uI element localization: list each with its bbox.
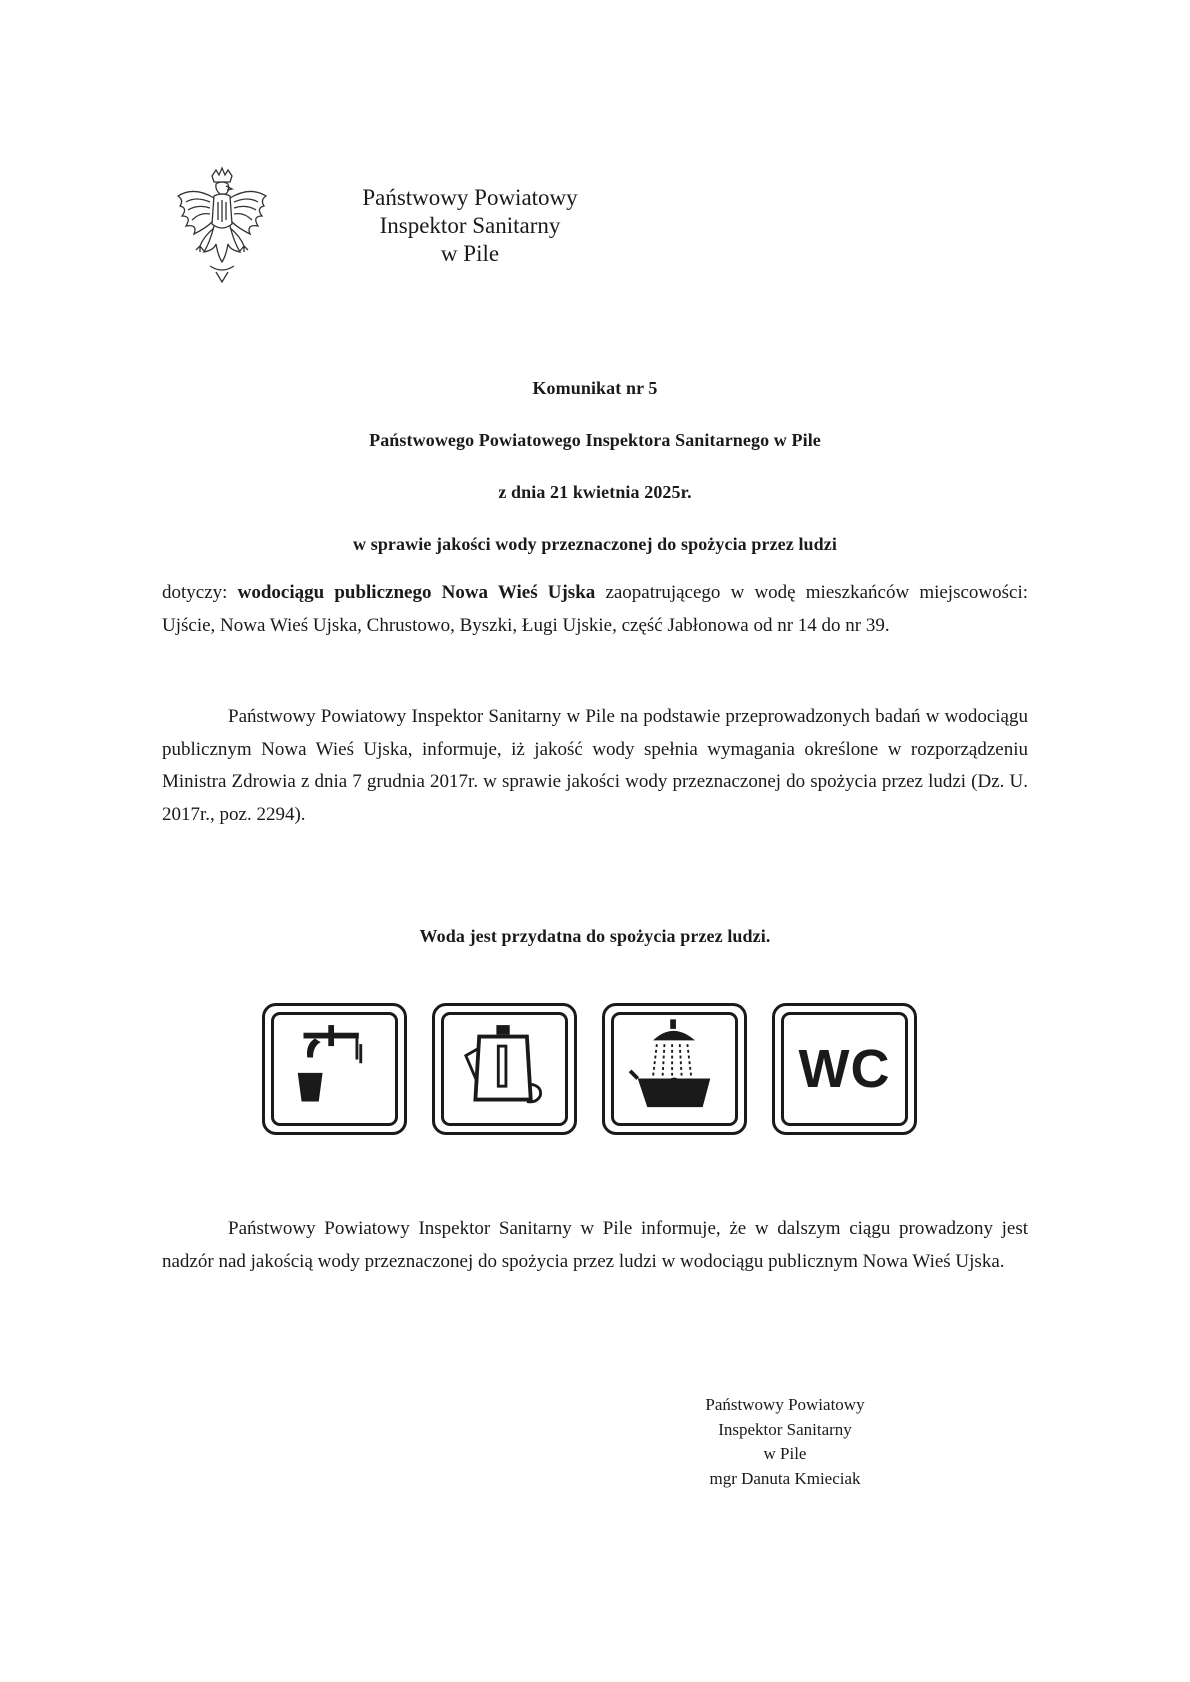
concerns-details: zaopatrującego w wodę mieszkańców miejscowości: Ujście, Nowa Wieś Ujska, Chrustowo, Byszki, Ługi Ujskie, część Jabłonowa od nr 14 do nr 39. — [162, 582, 1029, 636]
water-usage-icons — [262, 1003, 930, 1138]
signature-name: mgr Danuta Kmieciak — [709, 1468, 861, 1488]
findings-paragraph — [162, 701, 1028, 831]
findings-text: Państwowy Powiatowy Inspektor Sanitarny w Pile na podstawie przeprowadzonych badań w wodociągu publicznym Nowa Wieś Ujska, informuje, iż jakość wody spełnia wymagania określone w rozporządzeniu Ministra Zdrowia z dnia 7 grudnia 2017r. w sprawie jakości wody przeznaczonej do spożycia przez ludzi (Dz. U. 2017r., poz. 2294). — [162, 706, 1028, 825]
closing-text: Państwowy Powiatowy Inspektor Sanitarny w Pile informuje, że w dalszym ciągu prowadzony jest nadzór nad jakością wody przeznaczonej do spożycia przez ludzi w wodociągu publicznym Nowa Wieś Ujska. — [162, 1218, 1028, 1272]
polish-eagle-emblem-icon — [170, 166, 274, 284]
wc-icon — [772, 1003, 917, 1135]
signature-line-3: w Pile — [763, 1444, 807, 1463]
concerns-paragraph — [162, 577, 1028, 642]
announcement-date: z dnia 21 kwietnia 2025r. — [498, 482, 692, 502]
electric-kettle-icon — [432, 1003, 577, 1135]
concerns-label: dotyczy: — [162, 582, 228, 603]
verdict-text: Woda jest przydatna do spożycia przez ludzi. — [419, 926, 771, 946]
issuer-line-2: Inspektor Sanitarny — [379, 213, 561, 238]
signature-line-1: Państwowy Powiatowy — [705, 1395, 865, 1414]
tap-with-cup-icon — [262, 1003, 407, 1135]
signature-block — [660, 1393, 910, 1491]
announcement-number: Komunikat nr 5 — [532, 378, 658, 398]
issuer-line-1: Państwowy Powiatowy — [362, 185, 578, 210]
announcement-subject: w sprawie jakości wody przeznaczonej do spożycia przez ludzi — [353, 534, 837, 554]
issuer-line-3: w Pile — [440, 241, 500, 266]
issuer-header — [300, 184, 640, 268]
wc-label: WC — [798, 1039, 891, 1099]
announcement-issuer: Państwowego Powiatowego Inspektora Sanitarnego w Pile — [369, 430, 821, 450]
signature-line-2: Inspektor Sanitarny — [718, 1419, 852, 1439]
concerns-subject: wodociągu publicznego Nowa Wieś Ujska — [237, 582, 596, 603]
shower-bath-icon — [602, 1003, 747, 1135]
closing-paragraph — [162, 1213, 1028, 1278]
